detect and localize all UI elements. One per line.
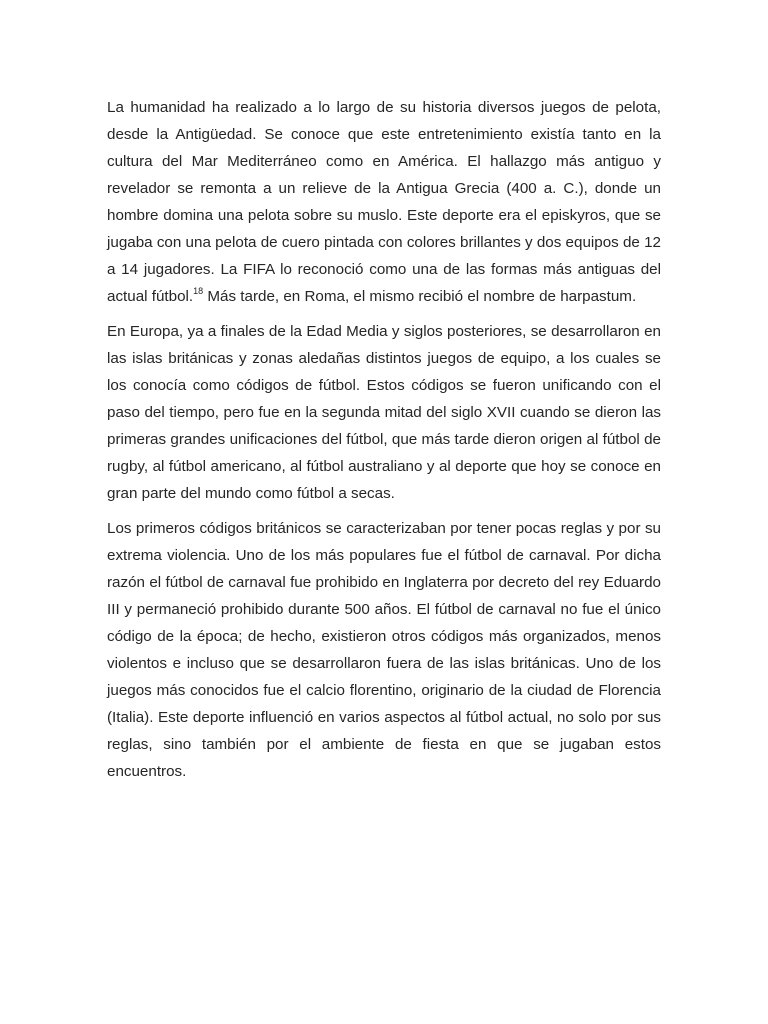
paragraph-1 bbox=[107, 94, 661, 310]
footnote-marker[interactable]: 18 bbox=[193, 285, 204, 296]
paragraph-1-text-end: Más tarde, en Roma, el mismo recibió el nombre de harpastum. bbox=[203, 288, 637, 305]
document-body bbox=[107, 94, 661, 793]
paragraph-3: Los primeros códigos británicos se caracterizaban por tener pocas reglas y por su extrema violencia. Uno de los más populares fue el fútbol de carnaval. Por dicha razón el fútbol de carnaval fue prohibido en Inglaterra por decreto del rey Eduardo III y permaneció prohibido durante 500 años. El fútbol de carnaval no fue el único código de la época; de hecho, existieron otros códigos más organizados, menos violentos e incluso que se desarrollaron fuera de las islas británicas. Uno de los juegos más conocidos fue el calcio florentino, originario de la ciudad de Florencia (Italia). Este deporte influenció en varios aspectos al fútbol actual, no solo por sus reglas, sino también por el ambiente de fiesta en que se jugaban estos encuentros. bbox=[107, 520, 661, 780]
paragraph-2: En Europa, ya a finales de la Edad Media y siglos posteriores, se desarrollaron en las islas británicas y zonas aledañas distintos juegos de equipo, a los cuales se los conocía como códigos de fútbol. Estos códigos se fueron unificando con el paso del tiempo, pero fue en la segunda mitad del siglo XVII cuando se dieron las primeras grandes unificaciones del fútbol, que más tarde dieron origen al fútbol de rugby, al fútbol americano, al fútbol australiano y al deporte que hoy se conoce en gran parte del mundo como fútbol a secas. bbox=[107, 323, 661, 502]
paragraph-1-text: La humanidad ha realizado a lo largo de su historia diversos juegos de pelota, desde la Antigüedad. Se conoce que este entretenimiento existía tanto en la cultura del Mar Mediterráneo como en América. El hallazgo más antiguo y revelador se remonta a un relieve de la Antigua Grecia (400 a. C.), donde un hombre domina una pelota sobre su muslo. Este deporte era el episkyros, que se jugaba con una pelota de cuero pintada con colores brillantes y dos equipos de 12 a 14 jugadores. La FIFA lo reconoció como una de las formas más antiguas del actual fútbol. bbox=[107, 99, 661, 305]
